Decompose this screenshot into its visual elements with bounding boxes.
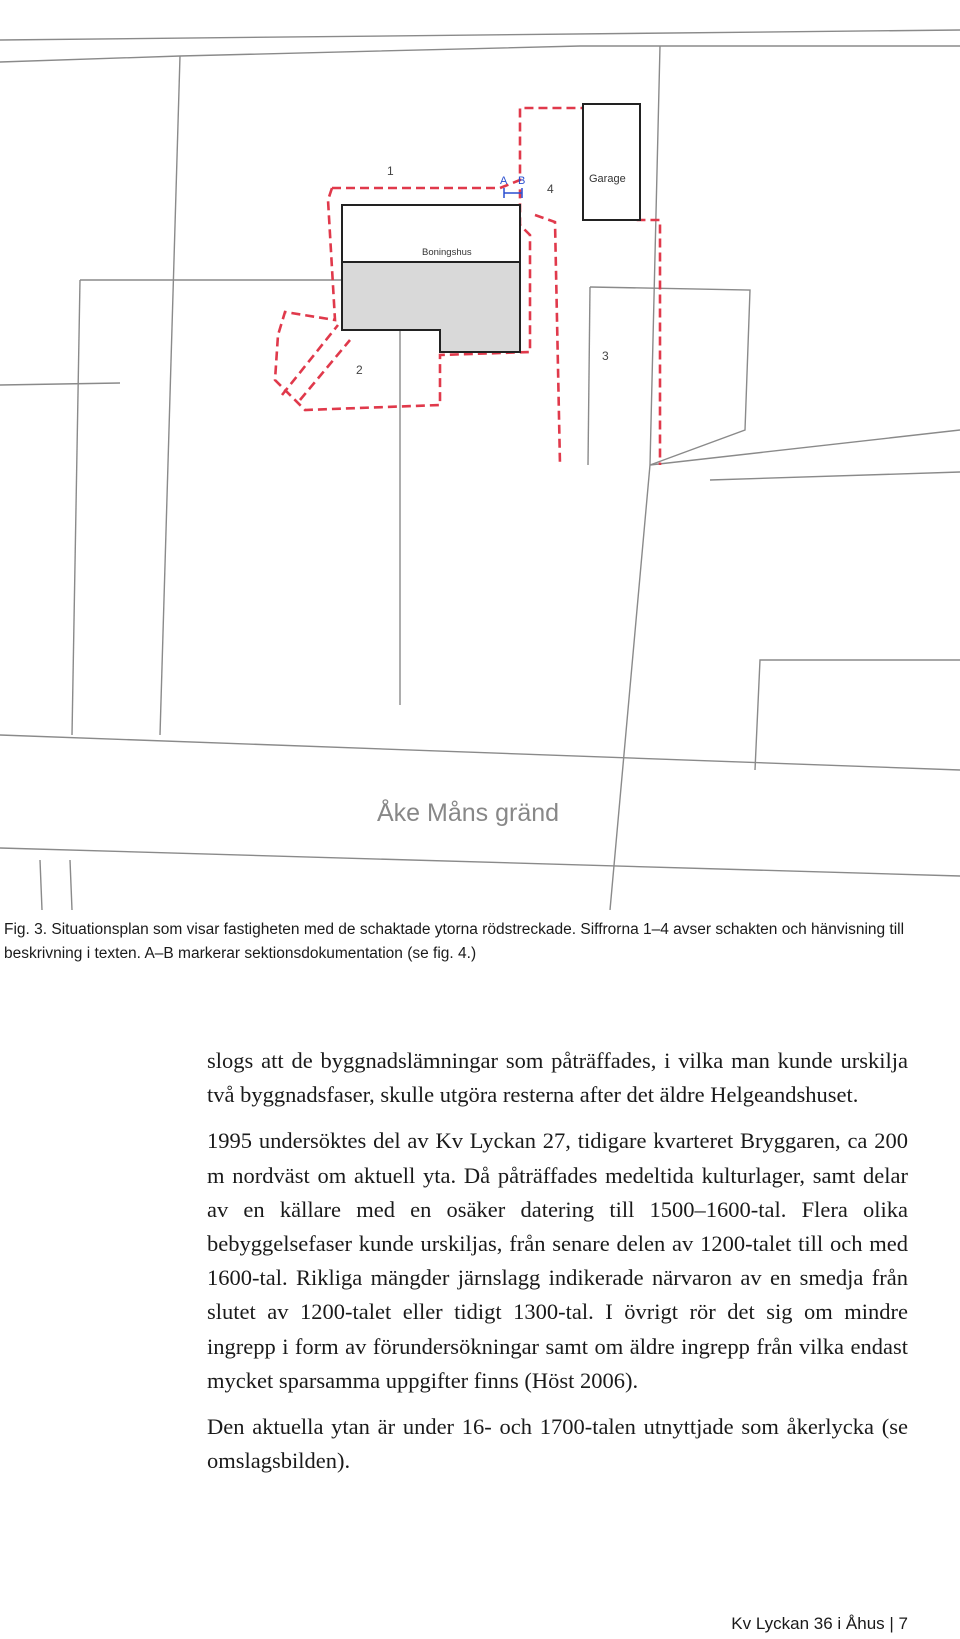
- section-a-label: A: [500, 175, 508, 187]
- body-text: [207, 1044, 908, 1490]
- area-3-label: 3: [602, 349, 609, 363]
- area-1-label: 1: [387, 164, 394, 178]
- paragraph-2: 1995 undersöktes del av Kv Lyckan 27, tidigare kvarteret Bryggaren, ca 200 m nordväst om aktuell yta. Då påträffades medeltida kulturlager, samt delar av en källare med en osäker datering till 1500–1600-tal. Flera olika bebyggelsefaser kunde urskiljas, från senare delen av 1200-talet till och med 1600-tal. Rikliga mängder järnslagg indikerade närvaron av en smedja från slutet av 1200-talet eller tidigt 1300-tal. I övrigt rör det sig om mindre ingrepp i form av förundersökningar samt om äldre ingrepp från vilka endast mycket sparsamma uppgifter finns (Höst 2006).: [207, 1128, 908, 1393]
- figure-caption: Fig. 3. Situationsplan som visar fastigheten med de schaktade ytorna rödstreckade. Siffrorna 1–4 avser schakten och hänvisning till beskrivning i texten. A–B markerar sektionsdokumentation (se fig. 4.): [4, 921, 905, 962]
- property-lines: [0, 30, 960, 910]
- excavation-area-2-diagonal: [282, 325, 338, 395]
- excavation-area-4: [535, 215, 560, 465]
- paragraph-1: slogs att de byggnadslämningar som påträffades, i vilka man kunde urskilja två byggnadsfaser, skulle utgöra resterna after det äldre Helgeandshuset.: [207, 1048, 908, 1108]
- area-4-label: 4: [547, 182, 554, 196]
- excavation-area-2-diagonal-b: [300, 340, 350, 400]
- house-building: [342, 205, 520, 352]
- area-2-label: 2: [356, 363, 363, 377]
- paragraph-3: Den aktuella ytan är under 16- och 1700-talen utnyttjade som åkerlycka (se omslagsbilden).: [207, 1414, 908, 1474]
- garage-label: Garage: [589, 173, 626, 185]
- page-footer: Kv Lyckan 36 i Åhus | 7: [731, 1614, 908, 1633]
- street-name-label: Åke Måns gränd: [377, 799, 560, 827]
- house-label: Boningshus: [422, 247, 472, 258]
- garage-building: [583, 104, 640, 220]
- section-b-label: B: [518, 175, 526, 187]
